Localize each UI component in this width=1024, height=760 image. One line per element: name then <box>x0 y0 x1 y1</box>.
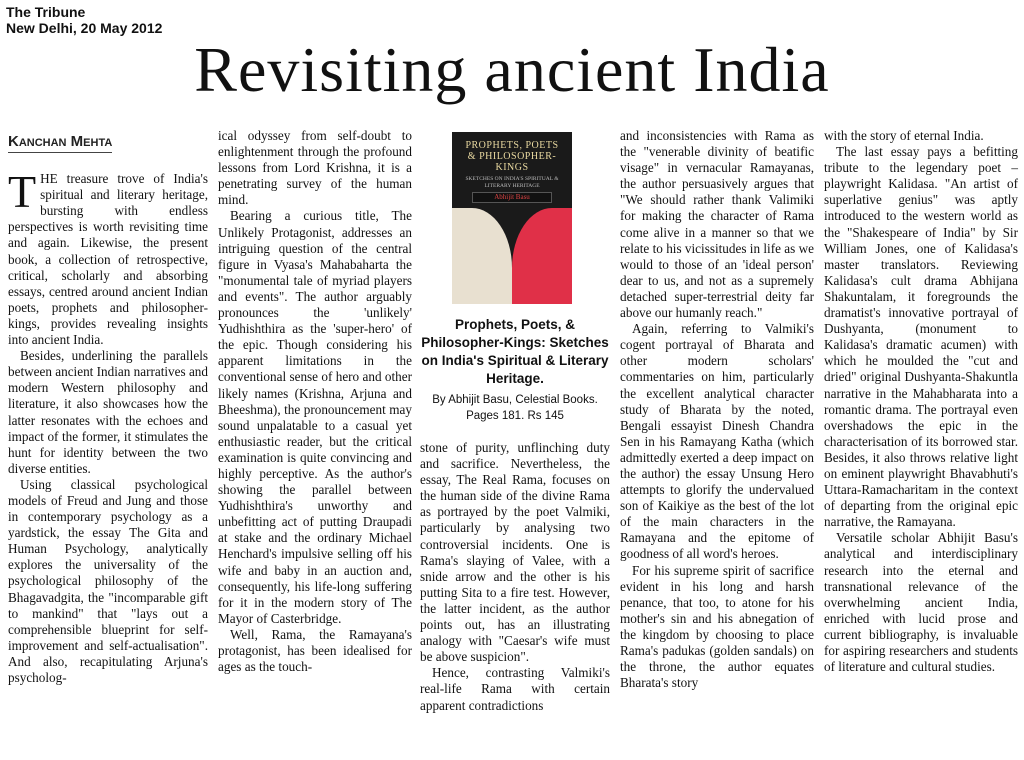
paragraph: THE treasure trove of India's spiritual and literary heritage, bursting with endless perspectives is worth revisiting time and again. Likewise, the present book, a collection of retrospective, critical, scholarly and absorbing essays, centred around ancient Indian poets, prophets and philosopher-kings, provides revealing insights into ancient India. <box>8 166 208 348</box>
book-cover-title: PROPHETS, POETS & PHILOSOPHER-KINGS <box>465 140 559 173</box>
paper-name: The Tribune <box>6 4 86 20</box>
dateline: New Delhi, 20 May 2012 <box>6 20 163 36</box>
paragraph: The last essay pays a befitting tribute to the legendary poet – playwright Kalidasa. "An artist of superlative genius" was aptly introduced to the western world as the "Shakespeare of India" by Sir William Jones, one of Kalidasa's master translators. Reviewing Kalidasa's cult drama Abhijana Shakuntalam, it foregrounds the dramatist's innovative portrayal of Dushyanta, (monument to Kalidasa's dramatic acumen) with which he moulded the "cut and dried" original Dushyanta-Shakuntla narrative in the Mahabharata into a romantic drama. The portrayal even overshadows the epic in the characterisation of its borrowed star. Besides, it also throws relative light on eminent playwright Bhavabhuti's Uttara-Ramacharitam in the context of departing from the original epic narrative, the Ramayana. <box>824 144 1018 530</box>
paragraph: Hence, contrasting Valmiki's real-life Rama with certain apparent contradictions <box>420 665 610 713</box>
headline: Revisiting ancient India <box>194 34 830 105</box>
paragraph: Well, Rama, the Ramayana's protagonist, has been idealised for ages as the touch- <box>218 626 412 675</box>
column-3 <box>420 440 610 714</box>
paragraph: ical odyssey from self-doubt to enlightenment through the profound lessons from Lord Krishna, it is a penetrating survey of the human mind. <box>218 128 412 208</box>
paragraph: and inconsistencies with Rama as the "venerable divinity of beatific visage" in vernacular Ramayanas, the author persuasively argues that "We should rather thank Valimiki for making the character of Rama come alive in a manner so that we relate to his vicissitudes in life as we would to those of an 'ideal person' dear to us, and not as a supremely detached super-terrestrial deity far above our humanly reach." <box>620 128 814 321</box>
column-4 <box>620 128 814 691</box>
book-caption <box>420 316 610 424</box>
byline: Kanchan Mehta <box>8 134 112 153</box>
column-1 <box>8 128 208 686</box>
book-cover-image <box>452 132 572 304</box>
column-2 <box>218 128 412 675</box>
paragraph: stone of purity, unflinching duty and sacrifice. Nevertheless, the essay, The Real Rama, focuses on the human side of the divine Rama as portrayed by the poet Valmiki, particularly by analysing two controversial incidents. One is Rama's slaying of Valee, with a snide arrow and the other is his putting Sita to a fire test. However, the latter incident, as the author points out, has an illustrating analogy with "Caesar's wife must be above suspicion". <box>420 440 610 665</box>
caption-title: Prophets, Poets, & Philosopher-Kings: Sketches on India's Spiritual & Literary Heritage. <box>421 317 609 386</box>
paragraph: Besides, underlining the parallels between ancient Indian narratives and modern Western philosophy and literature, it also showcases how the latter resonates with the echoes and impact of the former, it stimulates the hunt for identity between the two diverse entities. <box>8 348 208 476</box>
column-5 <box>824 128 1018 675</box>
paragraph: Using classical psychological models of Freud and Jung and those in contemporary psychology as a yardstick, the essay The Gita and Human Psychology, analytically explores the universality of the psychological philosophy of the Bhagavadgita, the "incomparable gift to mankind" that "lays out a comprehensible blueprint for self-improvement and self-actualisation". And also, recapitulating Arjuna's psycholog- <box>8 476 208 685</box>
paragraph: For his supreme spirit of sacrifice evident in his long and harsh penance, that too, to atone for his mother's sin and his abnegation of the kingdom by choosing to place Rama's padukas (golden sandals) on the throne, the author equates Bharata's story <box>620 562 814 691</box>
paragraph: Bearing a curious title, The Unlikely Protagonist, addresses an intriguing question of the central figure in Vyasa's Mahabaharta the "monumental tale of myriad players and events". The author arguably pronounces the 'unlikely' Yudhishthira as the 'super-hero' of the epic. Though considering his apparent limitations in the conventional sense of hero and other likely names (Krishna, Arjuna and Bheeshma), the pronouncement may sound unpalatable to a casual yet enthusiastic reader, but the critical examination is quite convincing and highly perceptive. As the author's showing the parallel between Yudhishthira's unworthy and unbefitting act of putting Draupadi at stake and the ordinary Michael Henchard's impulsive selling off his wife and baby in an auction and, consequently, his life-long suffering for it in the modern story of The Mayor of Casterbridge. <box>218 208 412 626</box>
masthead <box>6 4 162 36</box>
face-illustration-left <box>452 208 512 304</box>
paragraph: Versatile scholar Abhijit Basu's analytical and interdisciplinary research into the eternal and transnational relevance of the overwhelming ancient India, enriched with lucid prose and current bibliography, is invaluable for aspiring researchers and students of literature and cultural studies. <box>824 530 1018 675</box>
book-cover-author: Abhijit Basu <box>472 192 552 203</box>
caption-details: By Abhijit Basu, Celestial Books. Pages 181. Rs 145 <box>432 394 598 422</box>
face-illustration-right <box>512 208 572 304</box>
book-cover-subtitle: SKETCHES ON INDIA'S SPIRITUAL & LITERARY HERITAGE <box>465 176 559 189</box>
paragraph: with the story of eternal India. <box>824 128 984 143</box>
paragraph: Again, referring to Valmiki's cogent portrayal of Bharata and other modern scholars' commentaries on him, particularly the excellent analytical character study of Bharata by the noted, Bengali essayist Dinesh Chandra Sen in his Ramayang Katha (which admittedly exerted a deep impact on the author) the essay Unsung Hero attempts to glorify the undervalued son of Kaikiye as the best of the lot of the main characters in the Ramayana and the epitome of goodness of all word's heroes. <box>620 321 814 562</box>
drop-cap: T <box>8 166 37 218</box>
